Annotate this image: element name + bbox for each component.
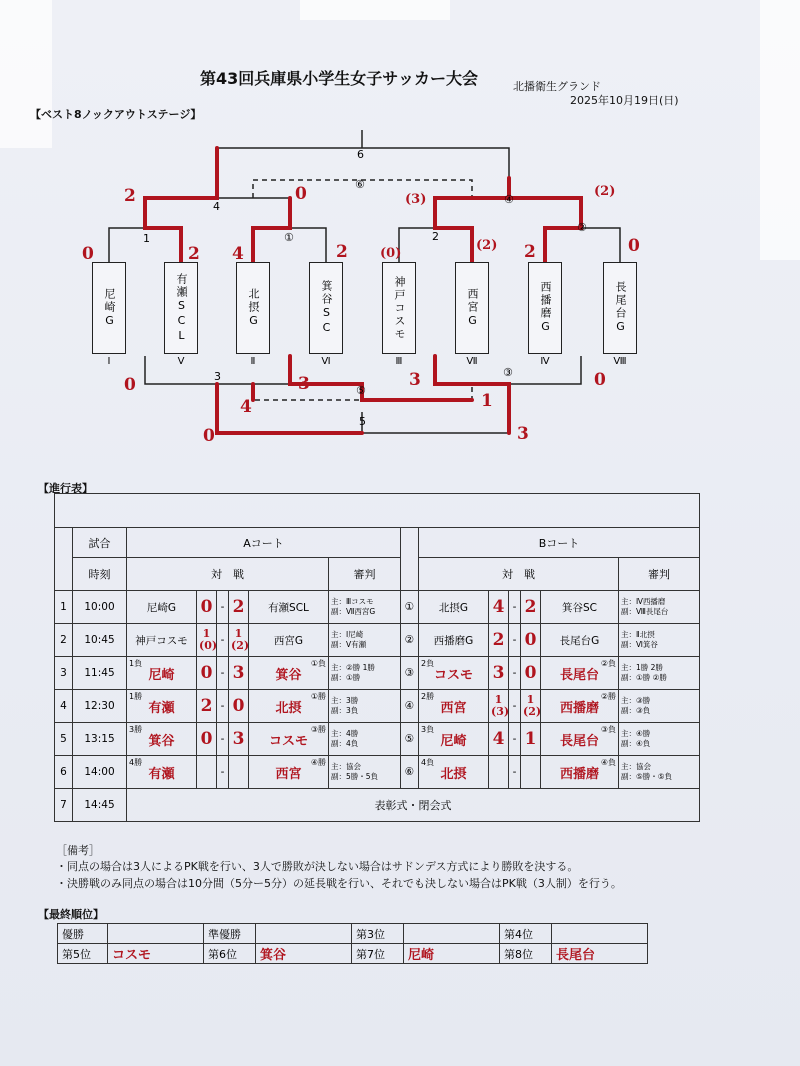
a-referee: 主：3勝 副：3負 [329, 690, 401, 723]
row-no: 2 [55, 624, 73, 657]
b-away-score: 0 [524, 630, 537, 650]
schedule-table [54, 493, 700, 822]
b-match-no: ⑤ [401, 723, 419, 756]
a-home-team: 尼崎 [148, 667, 175, 683]
a-dash: - [217, 756, 229, 789]
table-row [55, 591, 700, 624]
b-away-team: 西播磨 [559, 700, 599, 716]
a-dash: - [217, 657, 229, 690]
bracket-score: 2 [524, 242, 536, 262]
team-box-6: 西宮G [455, 262, 489, 354]
match-number: ③ [503, 366, 513, 379]
a-referee: 主：Ⅰ尼崎 副：Ⅴ有瀬 [329, 624, 401, 657]
bracket-score: 3 [298, 374, 310, 394]
row-no: 1 [55, 591, 73, 624]
a-home-score: 0 [200, 729, 213, 749]
a-away-score: 1 (2) [231, 627, 250, 652]
match-number: 6 [357, 148, 364, 161]
b-referee: 主：Ⅱ北摂 副：Ⅵ箕谷 [619, 624, 700, 657]
bracket-score: 0 [82, 244, 94, 264]
b-dash: - [509, 657, 521, 690]
a-home-score: 0 [200, 597, 213, 617]
a-home-score [197, 756, 217, 789]
court-gap [401, 528, 419, 591]
slot-tag: 4負 [421, 758, 435, 767]
b-match-no: ② [401, 624, 419, 657]
match-number: ⑤ [356, 384, 366, 397]
rank-label: 第8位 [500, 944, 552, 964]
ceremony-label: 表彰式・閉会式 [127, 789, 700, 822]
b-away-score: 1 (2) [523, 693, 542, 718]
table-row [55, 723, 700, 756]
notes-title: ［備考］ [56, 844, 100, 857]
rank-value: 箕谷 [260, 948, 287, 963]
bracket-score: 3 [409, 370, 421, 390]
b-match-no: ④ [401, 690, 419, 723]
bracket-score: (2) [594, 184, 616, 199]
vs-header-a: 対 戦 [127, 558, 329, 591]
schedule-section-title: 【進行表】 [38, 482, 93, 495]
row-no: 4 [55, 690, 73, 723]
bracket-lines [0, 0, 800, 460]
b-away-score: 2 [524, 597, 537, 617]
table-row [55, 657, 700, 690]
a-away-score [229, 756, 249, 789]
rank-value [404, 924, 500, 944]
match-header: 試合 [73, 528, 127, 558]
match-number: ⑥ [355, 178, 365, 191]
b-dash: - [509, 591, 521, 624]
match-number: 3 [214, 370, 221, 383]
slot-tag: 3勝 [129, 725, 143, 734]
bracket-score: 0 [203, 426, 215, 446]
row-time: 13:15 [73, 723, 127, 756]
seed-label: Ⅳ [540, 356, 550, 367]
b-home-team: 西宮 [440, 700, 467, 716]
ranking-table [57, 923, 648, 964]
b-home-team: 西播磨G [419, 624, 489, 657]
table-row [55, 789, 700, 822]
schedule-header-blank [55, 494, 700, 528]
a-away-score: 2 [232, 597, 245, 617]
ref-header-b: 審判 [619, 558, 700, 591]
row-time: 11:45 [73, 657, 127, 690]
bracket-score: 0 [124, 375, 136, 395]
rank-label: 第7位 [352, 944, 404, 964]
bracket-score: (3) [405, 192, 427, 207]
b-dash: - [509, 690, 521, 723]
b-away-team: 長尾台G [541, 624, 619, 657]
match-number: ① [284, 231, 294, 244]
row-time: 14:45 [73, 789, 127, 822]
bracket-score: 3 [517, 424, 529, 444]
slot-tag: 2勝 [421, 692, 435, 701]
row-time: 10:45 [73, 624, 127, 657]
team-box-3: 北摂G [236, 262, 270, 354]
rank-value [108, 924, 204, 944]
row-time: 12:30 [73, 690, 127, 723]
table-row [55, 756, 700, 789]
b-referee: 主：④勝 副：④負 [619, 723, 700, 756]
slot-tag: 4勝 [129, 758, 143, 767]
b-referee: 主：協会 副：⑤勝・⑤負 [619, 756, 700, 789]
b-away-score: 1 [524, 729, 537, 749]
a-away-score: 0 [232, 696, 245, 716]
bracket-score: 4 [232, 244, 244, 264]
row-no: 7 [55, 789, 73, 822]
b-home-score: 4 [492, 729, 505, 749]
b-dash: - [509, 624, 521, 657]
team-box-8: 長尾台G [603, 262, 637, 354]
team-box-5: 神戸コスモ [382, 262, 416, 354]
a-away-team: 西宮 [275, 766, 302, 782]
a-home-team: 有瀬 [148, 700, 175, 716]
b-away-team: 箕谷SC [541, 591, 619, 624]
slot-tag: 1負 [129, 659, 143, 668]
venue-label: 北播衛生グランド [513, 80, 601, 93]
a-away-team: コスモ [268, 733, 308, 749]
a-dash: - [217, 723, 229, 756]
b-match-no: ① [401, 591, 419, 624]
rank-label: 準優勝 [204, 924, 256, 944]
a-home-team: 神戸コスモ [127, 624, 197, 657]
table-row [55, 690, 700, 723]
bracket-score: 1 [481, 391, 493, 411]
rank-label: 第6位 [204, 944, 256, 964]
bracket-score: 2 [188, 244, 200, 264]
slot-tag: ④負 [600, 758, 616, 767]
team-box-1: 尼崎G [92, 262, 126, 354]
b-match-no: ③ [401, 657, 419, 690]
a-referee: 主：協会 副：5勝・5負 [329, 756, 401, 789]
slot-tag: 1勝 [129, 692, 143, 701]
rank-value [256, 924, 352, 944]
note-line-2: ・決勝戦のみ同点の場合は10分間（5分ー5分）の延長戦を行い、それでも決しない場合はPK戦（3人制）を行う。 [56, 877, 622, 890]
team-box-7: 西播磨G [528, 262, 562, 354]
rank-value: コスモ [112, 948, 152, 963]
match-number: 2 [432, 230, 439, 243]
match-number: ② [577, 221, 587, 234]
team-box-2: 有瀬SCL [164, 262, 198, 354]
slot-tag: ①負 [310, 659, 326, 668]
rank-value [552, 924, 648, 944]
bracket-score: 0 [594, 370, 606, 390]
b-match-no: ⑥ [401, 756, 419, 789]
b-home-score [489, 756, 509, 789]
seed-label: Ⅴ [177, 356, 185, 367]
a-home-score: 0 [200, 663, 213, 683]
row-no: 6 [55, 756, 73, 789]
bracket-section-title: 【ベスト8ノックアウトステージ】 [30, 108, 202, 121]
a-dash: - [217, 690, 229, 723]
b-home-team: 北摂 [440, 766, 467, 782]
a-home-team: 尼崎G [127, 591, 197, 624]
bracket-score: 0 [628, 236, 640, 256]
match-number: 5 [359, 415, 366, 428]
a-away-team: 北摂 [275, 700, 302, 716]
rank-value: 長尾台 [556, 948, 596, 963]
match-number: 1 [143, 232, 150, 245]
team-box-4: 箕谷SC [309, 262, 343, 354]
b-home-team: 北摂G [419, 591, 489, 624]
rank-label: 第4位 [500, 924, 552, 944]
rank-label: 優勝 [58, 924, 108, 944]
ref-header-a: 審判 [329, 558, 401, 591]
a-away-score: 3 [232, 729, 245, 749]
b-referee: 主：③勝 副：③負 [619, 690, 700, 723]
a-home-score: 2 [200, 696, 213, 716]
b-home-score: 2 [492, 630, 505, 650]
b-home-score: 3 [492, 663, 505, 683]
note-line-1: ・同点の場合は3人によるPK戦を行い、3人で勝敗が決しない場合はサドンデス方式により勝敗を決する。 [56, 860, 579, 873]
seed-label: Ⅲ [395, 356, 403, 367]
row-no-header [55, 528, 73, 591]
a-home-team: 箕谷 [148, 733, 175, 749]
time-header: 時刻 [73, 558, 127, 591]
bracket-score: (2) [476, 238, 498, 253]
slot-tag: ②負 [600, 659, 616, 668]
bracket-score: 2 [124, 186, 136, 206]
slot-tag: ④勝 [310, 758, 326, 767]
b-away-team: 長尾台 [559, 733, 599, 749]
a-referee: 主：Ⅲコスモ 副：Ⅶ西宮G [329, 591, 401, 624]
court-a-header: Aコート [127, 528, 401, 558]
b-dash: - [509, 756, 521, 789]
b-away-team: 西播磨 [559, 766, 599, 782]
ranking-title: 【最終順位】 [38, 908, 104, 921]
page-title: 第43回兵庫県小学生女子サッカー大会 [200, 69, 478, 88]
seed-label: Ⅰ [107, 356, 111, 367]
match-number: 4 [213, 200, 220, 213]
b-dash: - [509, 723, 521, 756]
b-home-team: 尼崎 [440, 733, 467, 749]
a-dash: - [217, 591, 229, 624]
b-home-team: コスモ [433, 667, 473, 683]
b-away-score [521, 756, 541, 789]
rank-label: 第5位 [58, 944, 108, 964]
seed-label: Ⅵ [321, 356, 331, 367]
row-no: 3 [55, 657, 73, 690]
rank-label: 第3位 [352, 924, 404, 944]
rank-value: 尼崎 [408, 948, 435, 963]
a-referee: 主：②勝 1勝 副：①勝 [329, 657, 401, 690]
a-away-score: 3 [232, 663, 245, 683]
slot-tag: ②勝 [600, 692, 616, 701]
vs-header-b: 対 戦 [419, 558, 619, 591]
a-home-score: 1 (0) [199, 627, 218, 652]
date-label: 2025年10月19日(日) [570, 94, 679, 107]
seed-label: Ⅱ [250, 356, 256, 367]
slot-tag: 2負 [421, 659, 435, 668]
a-away-team: 有瀬SCL [249, 591, 329, 624]
b-referee: 主：1勝 2勝 副：①勝 ②勝 [619, 657, 700, 690]
a-away-team: 西宮G [249, 624, 329, 657]
match-number: ④ [504, 193, 514, 206]
seed-label: Ⅷ [613, 356, 627, 367]
b-home-score: 1 (3) [491, 693, 510, 718]
court-b-header: Bコート [419, 528, 700, 558]
a-referee: 主：4勝 副：4負 [329, 723, 401, 756]
a-away-team: 箕谷 [275, 667, 302, 683]
b-referee: 主：Ⅳ西播磨 副：Ⅷ長尾台 [619, 591, 700, 624]
a-home-team: 有瀬 [148, 766, 175, 782]
a-dash: - [217, 624, 229, 657]
slot-tag: 3負 [421, 725, 435, 734]
bracket-score: 4 [240, 397, 252, 417]
row-time: 14:00 [73, 756, 127, 789]
row-time: 10:00 [73, 591, 127, 624]
row-no: 5 [55, 723, 73, 756]
table-row [55, 624, 700, 657]
slot-tag: ①勝 [310, 692, 326, 701]
bracket-score: 0 [295, 184, 307, 204]
slot-tag: ③勝 [310, 725, 326, 734]
b-home-score: 4 [492, 597, 505, 617]
b-away-score: 0 [524, 663, 537, 683]
seed-label: Ⅶ [466, 356, 478, 367]
bracket-score: 2 [336, 242, 348, 262]
bracket-score: (0) [380, 246, 402, 261]
b-away-team: 長尾台 [559, 667, 599, 683]
slot-tag: ③負 [600, 725, 616, 734]
